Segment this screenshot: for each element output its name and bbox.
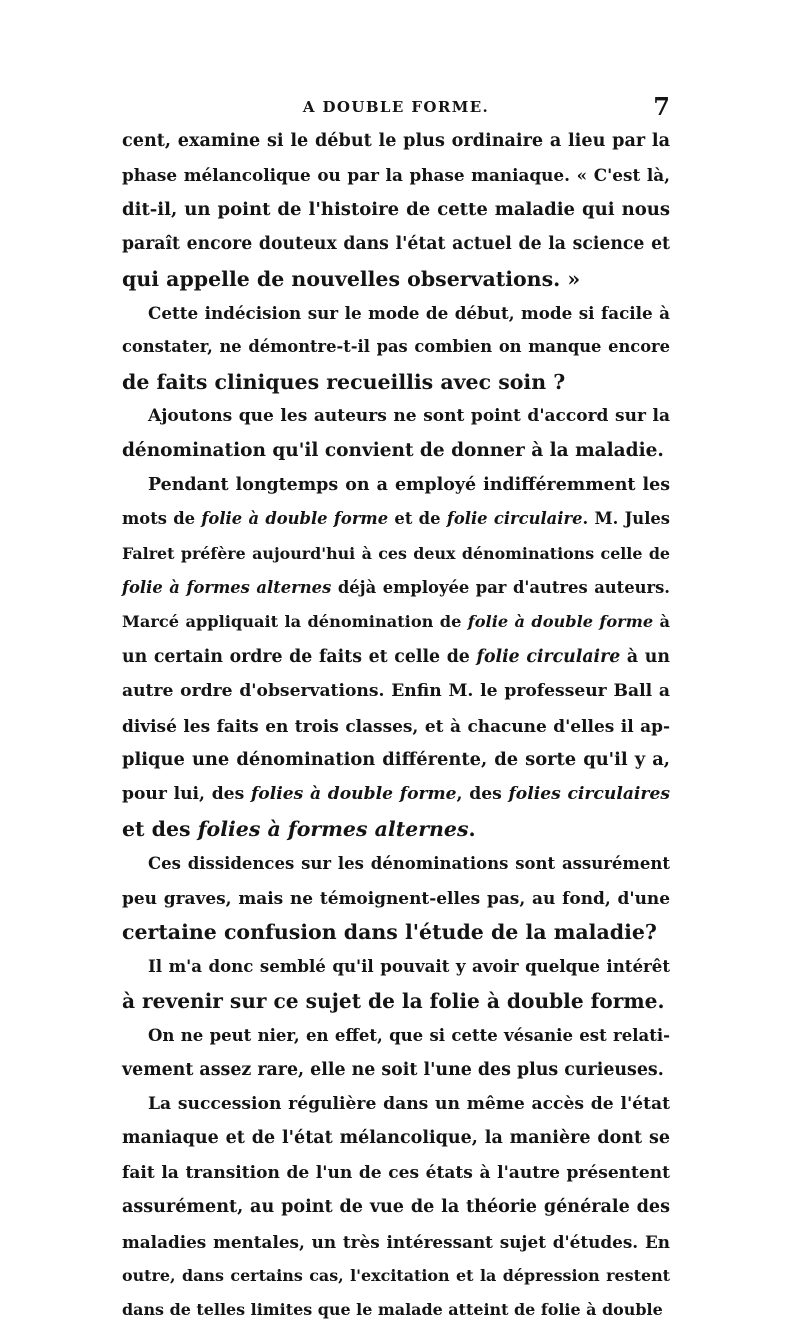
text-line: Falret préfère aujourd'hui à ces deux dénominations celle de <box>122 543 670 563</box>
italic-span: folies à formes alternes <box>197 816 469 841</box>
text-span: . <box>468 816 476 841</box>
body-text <box>122 124 670 1328</box>
italic-span: folie à double forme <box>467 612 654 632</box>
text-line: On ne peut nier, en effet, que si cette vésanie est relati- <box>148 1025 670 1046</box>
text-line: Cette indécision sur le mode de début, mode si facile à <box>148 302 670 323</box>
running-head <box>122 92 670 122</box>
text-line: plique une dénomination différente, de sorte qu'il y a, <box>122 749 670 771</box>
text-span: à un <box>620 646 670 667</box>
text-line: Pendant longtemps on a employé indifféremment les <box>148 474 670 495</box>
text-line: paraît encore douteux dans l'état actuel de la science et <box>122 234 670 255</box>
text-line: Ces dissidences sur les dénominations sont assurément <box>148 853 670 874</box>
text-line: dans de telles limites que le malade atteint de folie à double <box>122 1300 663 1320</box>
text-span: et des <box>122 816 198 841</box>
italic-span: folies à double forme <box>250 784 457 805</box>
text-span: à <box>653 612 671 632</box>
text-line <box>122 502 670 536</box>
text-line <box>122 812 670 846</box>
text-line: maladies mentales, un très intéressant sujet d'études. En <box>122 1231 670 1252</box>
text-line: Ajoutons que les auteurs ne sont point d'accord sur la <box>148 406 670 427</box>
text-span: . M. Jules <box>582 509 671 529</box>
text-line: fait la transition de l'un de ces états à l'autre présentent <box>122 1162 670 1183</box>
text-span: mots de <box>122 509 202 529</box>
text-span: et de <box>388 509 447 529</box>
text-line: outre, dans certains cas, l'excitation et la dépression restent <box>122 1265 670 1285</box>
text-line: Il m'a donc semblé qu'il pouvait y avoir quelque intérêt <box>148 956 670 977</box>
text-line: qui appelle de nouvelles observations. » <box>122 266 581 291</box>
text-span: , des <box>456 784 509 805</box>
text-line: dit-il, un point de l'histoire de cette maladie qui nous <box>122 198 670 220</box>
text-line <box>122 777 670 811</box>
text-line <box>122 640 670 674</box>
text-span: un certain ordre de faits et celle de <box>122 646 477 667</box>
text-span: déjà employée par d'autres auteurs. <box>331 578 670 598</box>
italic-span: folie circulaire <box>476 646 621 667</box>
text-line: cent, examine si le début le plus ordinaire a lieu par la <box>122 130 670 151</box>
text-line <box>122 571 670 605</box>
text-span: Marcé appliquait la dénomination de <box>122 612 468 632</box>
italic-span: folie circulaire <box>446 509 583 529</box>
text-line: vement assez rare, elle ne soit l'une des plus curieuses. <box>122 1059 664 1080</box>
text-line: phase mélancolique ou par la phase maniaque. « C'est là, <box>122 165 670 186</box>
text-line: de faits cliniques recueillis avec soin ? <box>122 369 566 394</box>
text-span: pour lui, des <box>122 784 251 805</box>
text-line: constater, ne démontre-t-il pas combien on manque encore <box>122 337 670 357</box>
running-title: A DOUBLE FORME. <box>302 98 490 116</box>
text-line: à revenir sur ce sujet de la folie à double forme. <box>122 988 665 1013</box>
text-line: dénomination qu'il convient de donner à la maladie. <box>122 439 664 461</box>
text-line: La succession régulière dans un même accès de l'état <box>148 1093 670 1114</box>
text-line: assurément, au point de vue de la théorie générale des <box>122 1196 670 1218</box>
text-line: certaine confusion dans l'étude de la maladie? <box>122 919 657 944</box>
text-line: peu graves, mais ne témoignent-elles pas, au fond, d'une <box>122 887 670 908</box>
text-line: divisé les faits en trois classes, et à chacune d'elles il ap- <box>122 715 670 736</box>
italic-span: folies circulaires <box>508 784 670 805</box>
italic-span: folie à formes alternes <box>122 578 332 598</box>
text-line: autre ordre d'observations. Enfin M. le professeur Ball a <box>122 681 670 702</box>
text-line: maniaque et de l'état mélancolique, la manière dont se <box>122 1128 670 1149</box>
page-number: 7 <box>653 92 670 121</box>
italic-span: folie à double forme <box>201 509 389 529</box>
text-line <box>122 605 670 639</box>
